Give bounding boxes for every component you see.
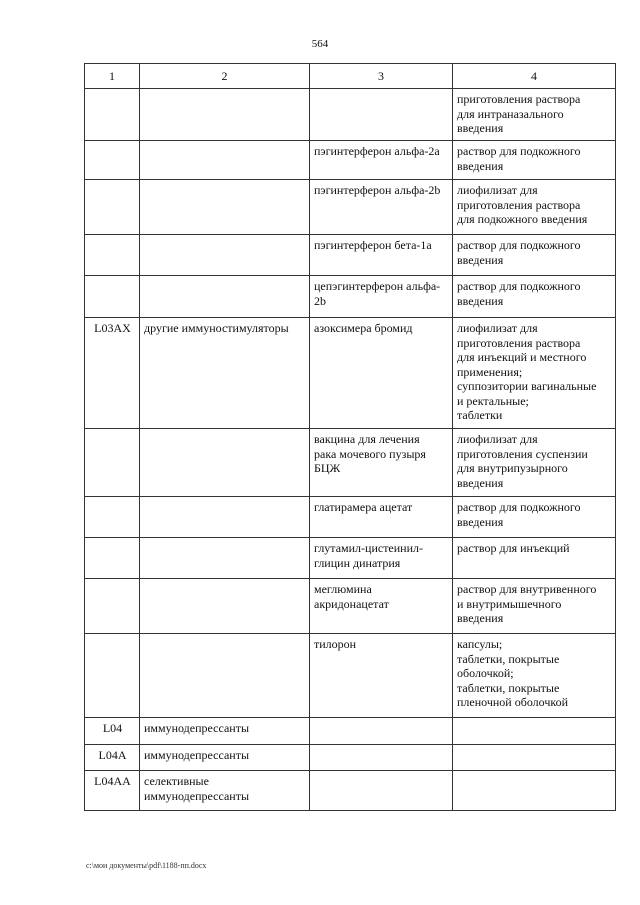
atc-code-cell [85,276,140,318]
table-row [85,429,616,497]
table-row [85,634,616,718]
substance-cell: азоксимера бромид [310,318,453,429]
group-cell: селективные иммунодепрессанты [140,771,310,811]
atc-code-cell [85,180,140,235]
substance-cell [310,771,453,811]
atc-code-cell [85,497,140,538]
table-row [85,141,616,180]
atc-code-cell: L04A [85,745,140,771]
dosage-form-cell: приготовления раствора для интраназального введения [453,89,616,141]
group-cell [140,235,310,276]
group-cell [140,89,310,141]
substance-cell: пэгинтерферон альфа-2b [310,180,453,235]
dosage-form-cell: раствор для внутривенного и внутримышечного введения [453,579,616,634]
table-row [85,745,616,771]
group-cell: другие иммуностимуляторы [140,318,310,429]
group-cell: иммунодепрессанты [140,745,310,771]
atc-code-cell [85,538,140,579]
atc-code-cell [85,579,140,634]
atc-code-cell [85,429,140,497]
atc-code-cell: L04 [85,718,140,745]
table-row [85,276,616,318]
table-row [85,771,616,811]
group-cell [140,429,310,497]
table-row [85,579,616,634]
table-row [85,718,616,745]
document-footer-path: c:\мои документы\pdf\1188-пп.docx [86,861,207,870]
dosage-form-cell [453,745,616,771]
substance-cell: пэгинтерферон бета-1a [310,235,453,276]
atc-code-cell [85,89,140,141]
dosage-form-cell: раствор для подкожного введения [453,141,616,180]
group-cell: иммунодепрессанты [140,718,310,745]
atc-code-cell [85,141,140,180]
dosage-form-cell: лиофилизат для приготовления раствора для инъекций и местного применения; суппозитории вагинальные и ректальные; таблетки [453,318,616,429]
substance-cell: глатирамера ацетат [310,497,453,538]
substance-cell: цепэгинтерферон альфа- 2b [310,276,453,318]
dosage-form-cell [453,771,616,811]
column-header-1: 1 [85,64,140,89]
column-header-3: 3 [310,64,453,89]
table-row [85,538,616,579]
table-row [85,235,616,276]
dosage-form-cell: раствор для подкожного введения [453,276,616,318]
dosage-form-cell: раствор для инъекций [453,538,616,579]
table-row [85,180,616,235]
substance-cell: вакцина для лечения рака мочевого пузыря БЦЖ [310,429,453,497]
table-row [85,89,616,141]
page-number: 564 [311,38,329,50]
drug-table [84,63,616,811]
group-cell [140,634,310,718]
group-cell [140,141,310,180]
table-row [85,497,616,538]
group-cell [140,497,310,538]
substance-cell [310,89,453,141]
atc-code-cell: L04AA [85,771,140,811]
group-cell [140,276,310,318]
atc-code-cell: L03AX [85,318,140,429]
substance-cell: глутамил-цистеинил- глицин динатрия [310,538,453,579]
atc-code-cell [85,634,140,718]
group-cell [140,538,310,579]
dosage-form-cell: раствор для подкожного введения [453,497,616,538]
atc-code-cell [85,235,140,276]
table-header-row [85,64,616,89]
substance-cell: пэгинтерферон альфа-2a [310,141,453,180]
group-cell [140,579,310,634]
dosage-form-cell: капсулы; таблетки, покрытые оболочкой; таблетки, покрытые пленочной оболочкой [453,634,616,718]
substance-cell: меглюмина акридонацетат [310,579,453,634]
column-header-4: 4 [453,64,616,89]
dosage-form-cell: раствор для подкожного введения [453,235,616,276]
substance-cell [310,718,453,745]
table-row [85,318,616,429]
substance-cell: тилорон [310,634,453,718]
group-cell [140,180,310,235]
substance-cell [310,745,453,771]
dosage-form-cell: лиофилизат для приготовления суспензии для внутрипузырного введения [453,429,616,497]
column-header-2: 2 [140,64,310,89]
dosage-form-cell: лиофилизат для приготовления раствора для подкожного введения [453,180,616,235]
dosage-form-cell [453,718,616,745]
